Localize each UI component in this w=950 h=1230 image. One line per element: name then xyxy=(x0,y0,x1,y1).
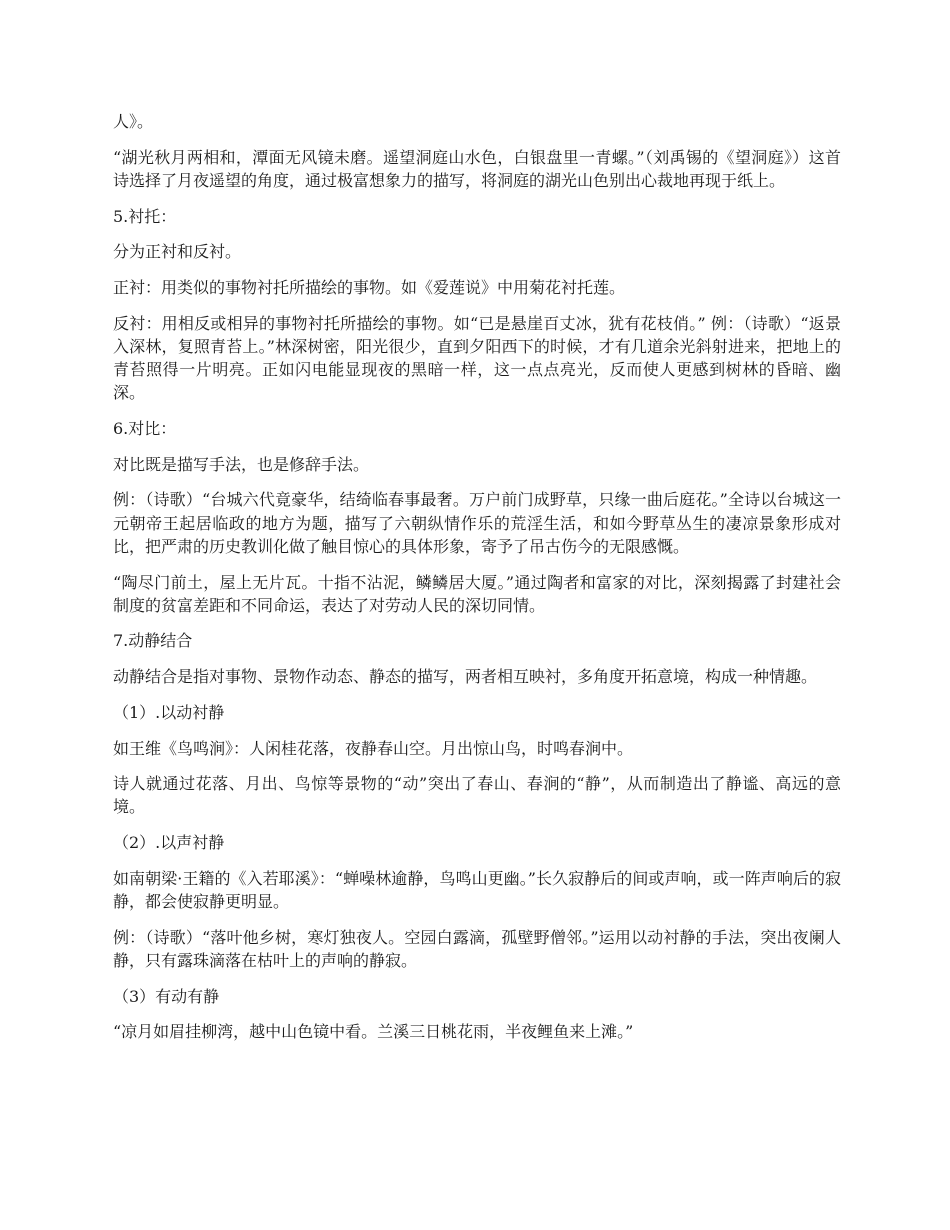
paragraph-taozhe: “陶尽门前土，屋上无片瓦。十指不沾泥，鳞鳞居大厦。”通过陶者和富家的对比，深刻揭露了封建社会制度的贫富差距和不同命运，表达了对劳动人民的深切同情。 xyxy=(113,572,841,615)
heading-chentuo: 5.衬托： xyxy=(113,206,177,226)
paragraph-dongjing-intro: 动静结合是指对事物、景物作动态、静态的描写，两者相互映衬，多角度开拓意境，构成一种情趣。 xyxy=(113,667,818,687)
paragraph-duibi-example: 例：（诗歌）“台城六代竟豪华，结绮临春事最奢。万户前门成野草，只缘一曲后庭花。”全诗以台城这一元朝帝王起居临政的地方为题，描写了六朝纵情作乐的荒淫生活，和如今野草丛生的凄凉景象形成对比，把严肃的历史教训化做了触目惊心的具体形象，寄予了吊古伤今的无限感慨。 xyxy=(113,490,841,556)
heading-duibi: 6.对比： xyxy=(113,419,177,439)
subheading-youdongyoujing: （3）有动有静 xyxy=(113,986,220,1006)
paragraph-liangyue: “凉月如眉挂柳湾，越中山色镜中看。兰溪三日桃花雨，半夜鲤鱼来上滩。” xyxy=(113,1022,634,1042)
paragraph-chentuo-types: 分为正衬和反衬。 xyxy=(113,242,242,262)
heading-dongjing: 7.动静结合 xyxy=(113,631,193,651)
paragraph-ruoyexi: 如南朝梁·王籍的《入若耶溪》：“蝉噪林逾静，鸟鸣山更幽。”长久寂静后的间或声响，或一阵声响后的寂静，都会使寂静更明显。 xyxy=(113,868,841,912)
paragraph-wangdongting: “湖光秋月两相和，潭面无风镜未磨。遥望洞庭山水色，白银盘里一青螺。”（刘禹锡的《望洞庭》）这首诗选择了月夜遥望的角度，通过极富想象力的描写，将洞庭的湖光山色别出心裁地再现于纸上。 xyxy=(113,147,841,190)
document-page xyxy=(113,110,841,1056)
paragraph-niaomingjian-analysis: 诗人就通过花落、月出、鸟惊等景物的“动”突出了春山、春涧的“静”，从而制造出了静谧、高远的意境。 xyxy=(113,774,841,817)
subheading-yidongchenjing: （1）.以动衬静 xyxy=(113,702,225,722)
paragraph-duibi-intro: 对比既是描写手法，也是修辞手法。 xyxy=(113,454,370,474)
paragraph-luoye-example: 例：（诗歌）“落叶他乡树，寒灯独夜人。空园白露滴，孤壁野僧邻。”运用以动衬静的手法，突出夜阑人静，只有露珠滴落在枯叶上的声响的静寂。 xyxy=(113,927,841,970)
paragraph-continuation: 人》。 xyxy=(113,112,154,131)
paragraph-fanchen: 反衬：用相反或相异的事物衬托所描绘的事物。如“已是悬崖百丈冰，犹有花枝俏。” 例：（诗歌）“返景入深林，复照青苔上。”林深树密，阳光很少，直到夕阳西下的时候，才有几道余光斜射进来，把地上的青苔照得一片明亮。正如闪电能显现夜的黑暗一样，这一点点亮光，反而使人更感到树林的昏暗、幽深。 xyxy=(113,313,841,403)
subheading-yishengchenjing: （2）.以声衬静 xyxy=(113,833,225,853)
paragraph-zhengchen: 正衬：用类似的事物衬托所描绘的事物。如《爱莲说》中用菊花衬托莲。 xyxy=(113,278,626,298)
paragraph-niaomingjian: 如王维《鸟鸣涧》：人闲桂花落，夜静春山空。月出惊山鸟，时鸣春涧中。 xyxy=(113,738,634,758)
